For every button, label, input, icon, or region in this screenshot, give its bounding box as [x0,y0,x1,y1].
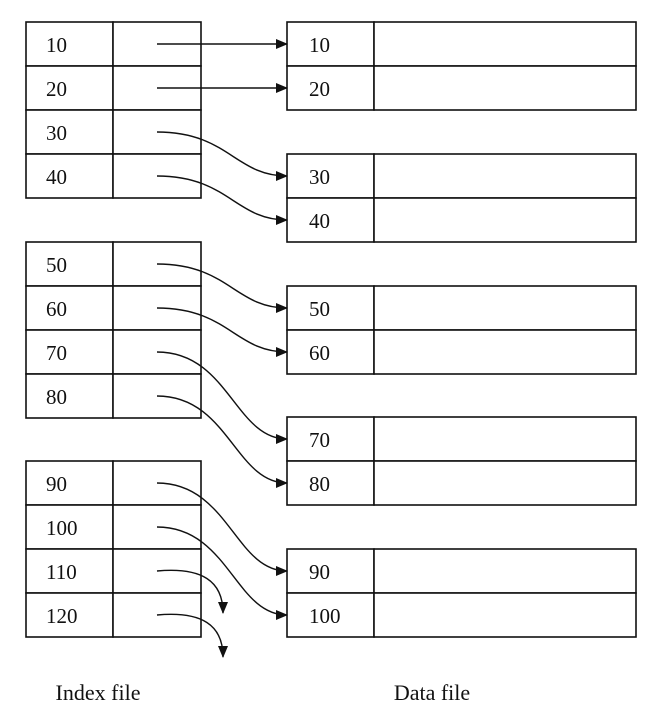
index-key-label: 50 [46,253,67,277]
data-record-cell [374,66,636,110]
index-key-cell [26,286,113,330]
data-record-cell [374,198,636,242]
index-key-label: 60 [46,297,67,321]
data-key-label: 30 [309,165,330,189]
data-record-cell [374,286,636,330]
index-key-label: 90 [46,472,67,496]
data-key-cell [287,154,374,198]
index-key-cell [26,330,113,374]
data-key-label: 90 [309,560,330,584]
index-key-label: 40 [46,165,67,189]
index-key-label: 100 [46,516,78,540]
data-key-cell [287,66,374,110]
data-record-cell [374,593,636,637]
data-key-cell [287,549,374,593]
data-key-cell [287,330,374,374]
data-key-label: 70 [309,428,330,452]
data-key-cell [287,286,374,330]
data-key-label: 10 [309,33,330,57]
data-record-cell [374,154,636,198]
data-record-cell [374,330,636,374]
index-key-cell [26,461,113,505]
index-key-label: 120 [46,604,78,628]
data-key-label: 50 [309,297,330,321]
index-key-label: 110 [46,560,77,584]
data-key-label: 20 [309,77,330,101]
data-record-cell [374,417,636,461]
index-key-label: 10 [46,33,67,57]
data-key-label: 40 [309,209,330,233]
data-key-label: 80 [309,472,330,496]
data-key-cell [287,461,374,505]
data-file [287,22,636,637]
data-key-cell [287,417,374,461]
index-key-cell [26,110,113,154]
data-key-cell [287,198,374,242]
index-key-cell [26,154,113,198]
data-record-cell [374,461,636,505]
index-key-cell [26,374,113,418]
index-key-cell [26,66,113,110]
index-key-label: 80 [46,385,67,409]
index-key-cell [26,242,113,286]
index-key-label: 30 [46,121,67,145]
data-key-cell [287,22,374,66]
data-record-cell [374,22,636,66]
data-key-label: 100 [309,604,341,628]
index-key-label: 20 [46,77,67,101]
data-key-label: 60 [309,341,330,365]
data-record-cell [374,549,636,593]
index-file-caption: Index file [55,680,141,705]
index-file [26,22,201,637]
index-key-label: 70 [46,341,67,365]
index-key-cell [26,22,113,66]
data-file-caption: Data file [393,680,471,705]
